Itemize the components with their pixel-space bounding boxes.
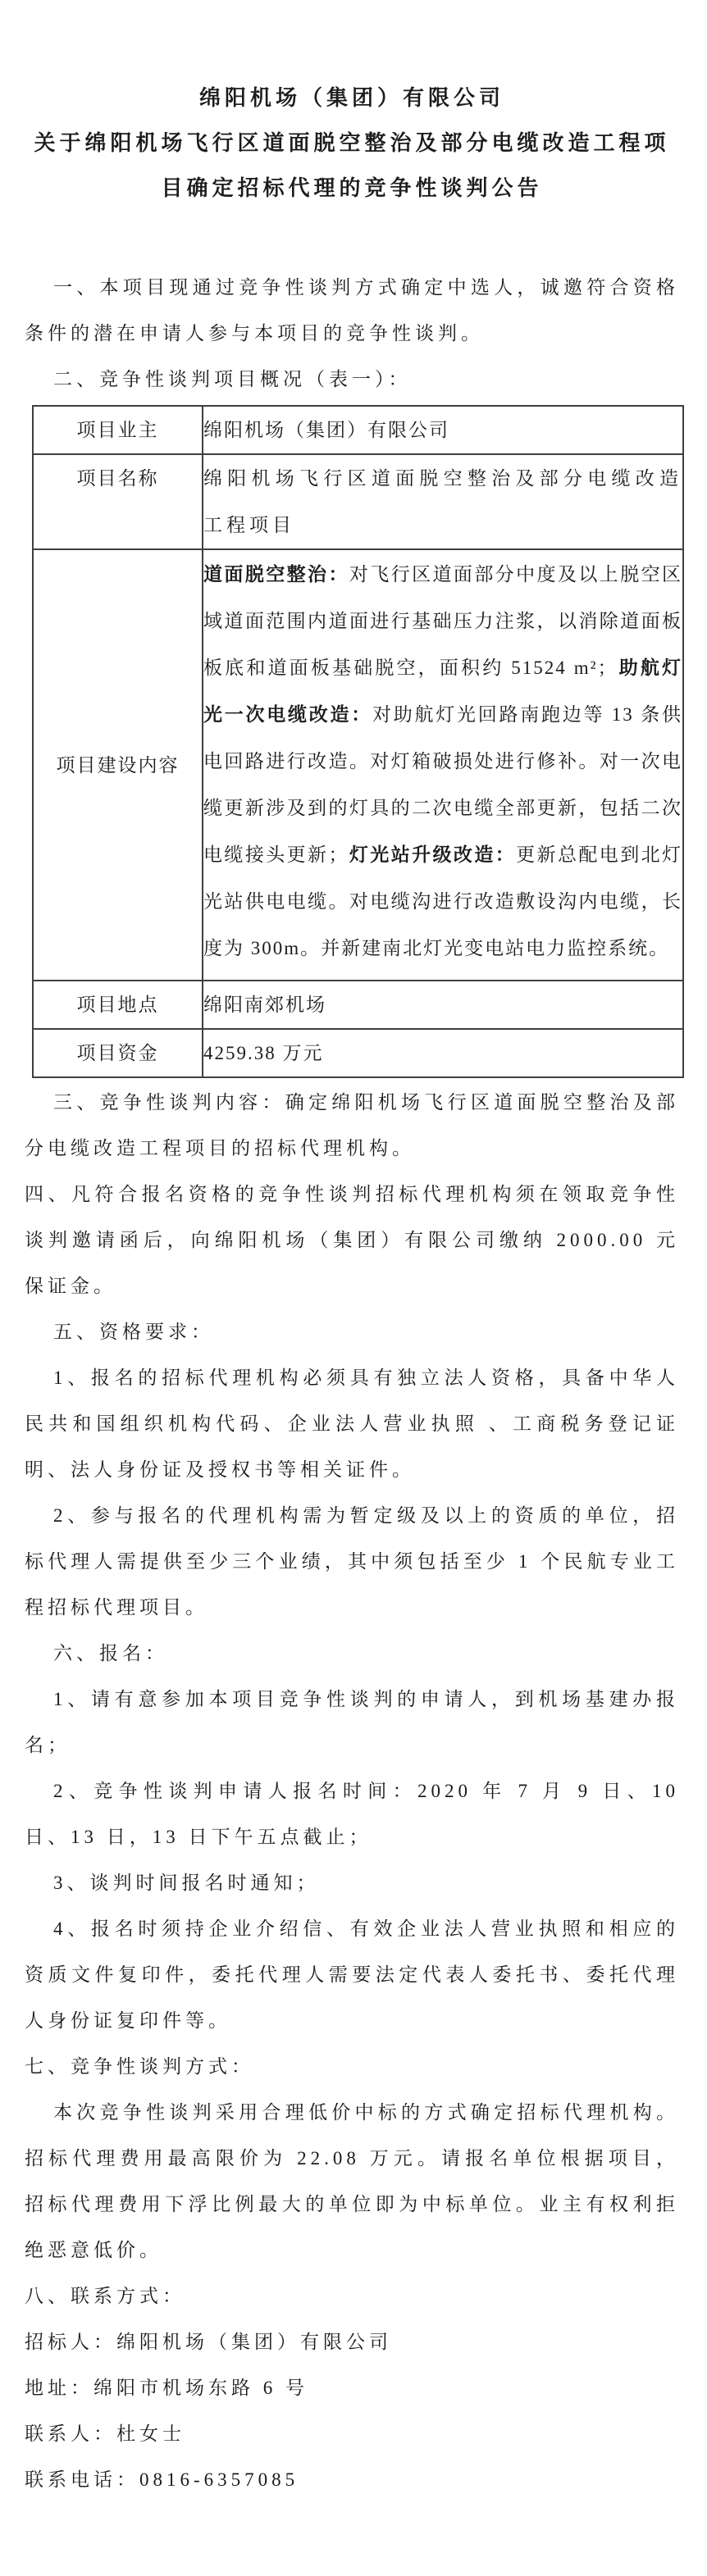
- announcement-title: 关于绵阳机场飞行区道面脱空整治及部分电缆改造工程项目确定招标代理的竞争性谈判公告: [34, 131, 670, 200]
- paragraph-negotiation-content: 三、竞争性谈判内容：确定绵阳机场飞行区道面脱空整治及部分电缆改造工程项目的招标代理机构。: [25, 1092, 679, 1158]
- row-label-construction-content: 项目建设内容: [33, 549, 203, 981]
- section5-item2: 2、参与报名的代理机构需为暂定级及以上的资质的单位，招标代理人需提供至少三个业绩，其中须包括至少 1 个民航专业工程招标代理项目。: [25, 1505, 679, 1618]
- row-label-project-name: 项目名称: [33, 454, 203, 549]
- org-title: 绵阳机场（集团）有限公司: [198, 86, 504, 110]
- section8-heading: 八、联系方式：: [25, 2286, 185, 2306]
- row-label-owner: 项目业主: [33, 406, 203, 454]
- row-label-location: 项目地点: [33, 981, 203, 1029]
- section7-body: 本次竞争性谈判采用合理低价中标的方式确定招标代理机构。招标代理费用最高限价为 22.08 万元。请报名单位根据项目，招标代理费用下浮比例最大的单位即为中标单位。业主有权利拒绝恶意低价。: [25, 2102, 679, 2260]
- section6-item3: 3、谈判时间报名时通知；: [53, 1873, 320, 1893]
- contact-tenderee: 招标人：绵阳机场（集团）有限公司: [25, 2332, 392, 2352]
- table-row-location: [33, 981, 683, 1029]
- project-overview-table: [32, 405, 684, 1078]
- row-value-location: 绵阳南郊机场: [203, 981, 683, 1029]
- contact-address: 地址：绵阳市机场东路 6 号: [25, 2378, 308, 2398]
- contact-person: 联系人：杜女士: [25, 2424, 185, 2444]
- paragraph-table-intro: 二、竞争性谈判项目概况（表一）：: [53, 369, 412, 389]
- row-value-funding: 4259.38 万元: [203, 1029, 683, 1077]
- section7-heading: 七、竞争性谈判方式：: [25, 2056, 254, 2077]
- section6-item2: 2、竞争性谈判申请人报名时间：2020 年 7 月 9 日、10 日、13 日，13 日下午五点截止；: [25, 1781, 679, 1847]
- paragraph-deposit: 四、凡符合报名资格的竞争性谈判招标代理机构须在领取竞争性谈判邀请函后，向绵阳机场（集团）有限公司缴纳 2000.00 元保证金。: [25, 1184, 679, 1296]
- row-value-project-name: 绵阳机场飞行区道面脱空整治及部分电缆改造工程项目: [203, 454, 683, 549]
- row-value-construction-content: 道面脱空整治：对飞行区道面部分中度及以上脱空区域道面范围内道面进行基础压力注浆，以消除道面板板底和道面板基础脱空，面积约 51524 m²；助航灯光一次电缆改造：对助航灯光回路南跑边等 13 条供电回路进行改造。对灯箱破损处进行修补。对一次电缆更新涉及到的灯具的二次电缆全部更新，包括二次电缆接头更新；灯光站升级改造：更新总配电到北灯光站供电电缆。对电缆沟进行改造敷设沟内电缆，长度为 300m。并新建南北灯光变电站电力监控系统。: [203, 549, 683, 981]
- table-row-construction-content: [33, 549, 683, 981]
- table-row-owner: [33, 406, 683, 454]
- section6-item1: 1、请有意参加本项目竞争性谈判的申请人，到机场基建办报名；: [25, 1689, 679, 1755]
- section6-item4: 4、报名时须持企业介绍信、有效企业法人营业执照和相应的资质文件复印件，委托代理人需要法定代表人委托书、委托代理人身份证复印件等。: [25, 1918, 679, 2031]
- table-row-project-name: [33, 454, 683, 549]
- section6-heading: 六、报名：: [53, 1643, 168, 1663]
- row-label-funding: 项目资金: [33, 1029, 203, 1077]
- contact-phone: 联系电话：0816-6357085: [25, 2469, 299, 2490]
- section5-item1: 1、报名的招标代理机构必须具有独立法人资格，具备中华人民共和国组织机构代码、企业法人营业执照 、工商税务登记证明、法人身份证及授权书等相关证件。: [25, 1368, 679, 1480]
- table-row-funding: [33, 1029, 683, 1077]
- paragraph-intro: 一、本项目现通过竞争性谈判方式确定中选人，诚邀符合资格条件的潜在申请人参与本项目的竞争性谈判。: [25, 277, 679, 344]
- row-value-owner: 绵阳机场（集团）有限公司: [203, 406, 683, 454]
- section5-heading: 五、资格要求：: [53, 1322, 214, 1342]
